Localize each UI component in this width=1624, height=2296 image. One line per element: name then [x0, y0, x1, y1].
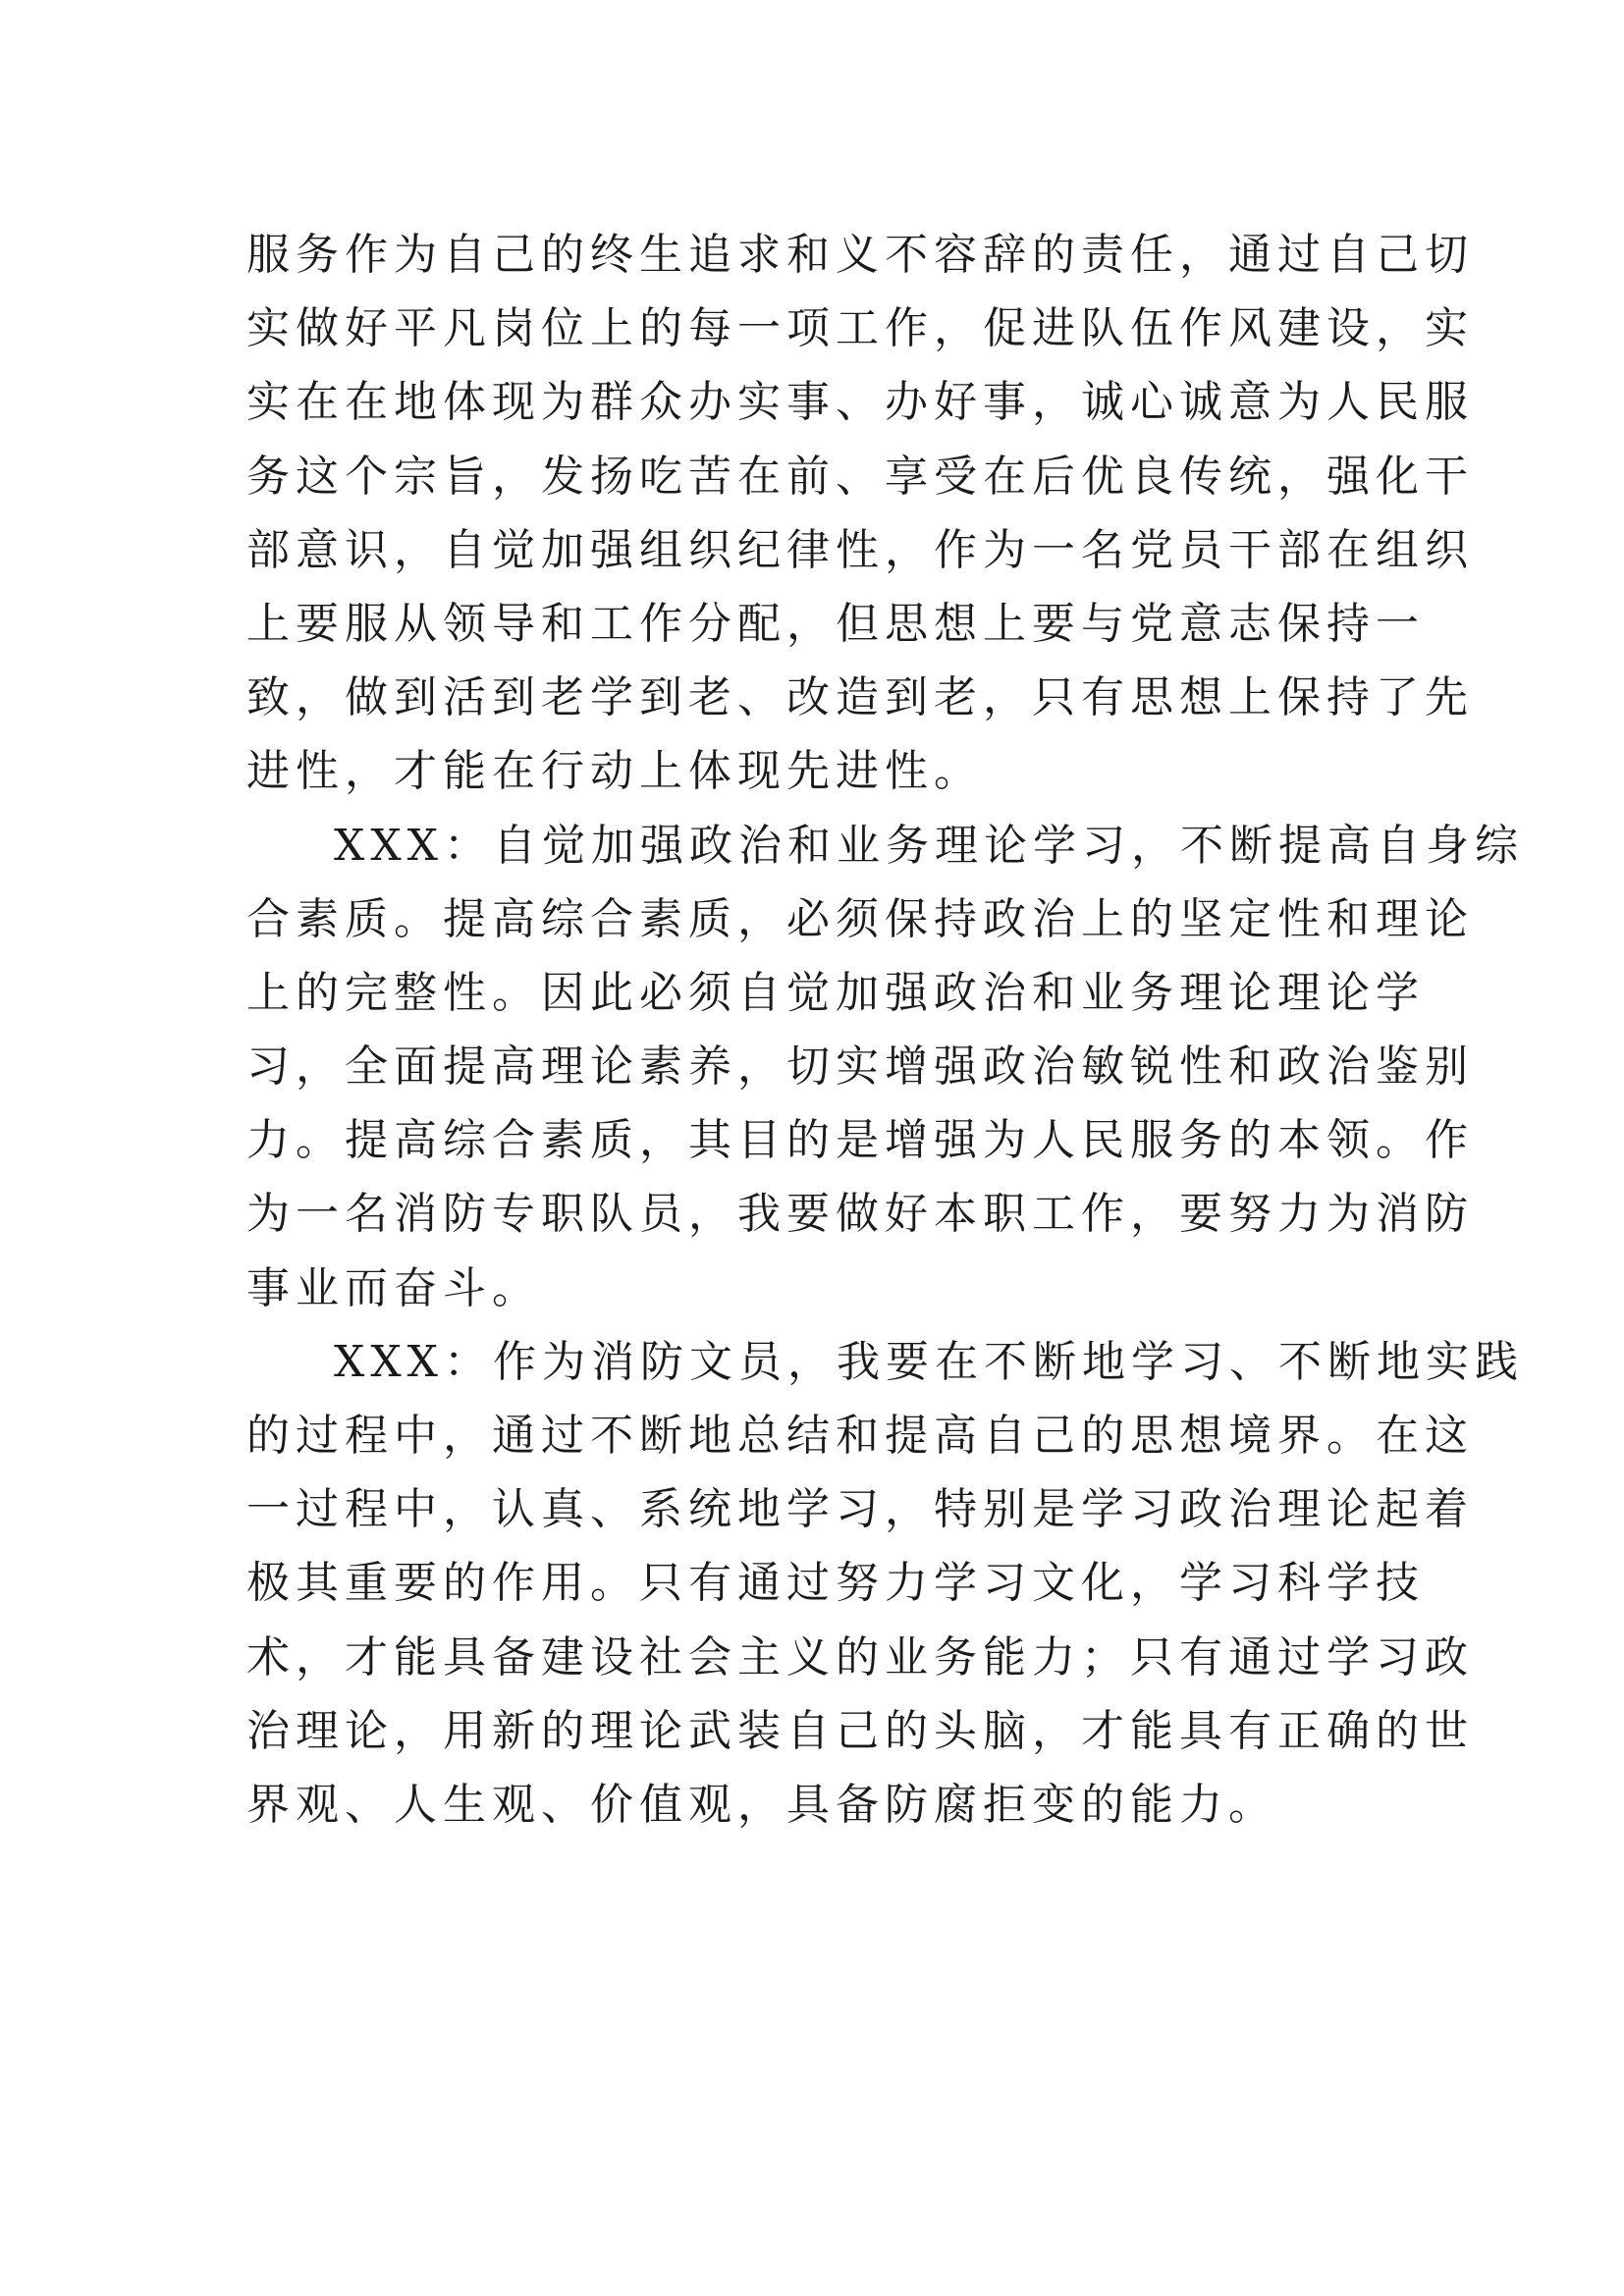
text-line: 部意识，自觉加强组织纪律性，作为一名党员干部在组织	[246, 524, 1474, 575]
text-line: 一过程中，认真、系统地学习，特别是学习政治理论起着	[246, 1484, 1474, 1535]
text-line: 服务作为自己的终生追求和义不容辞的责任，通过自己切	[246, 230, 1474, 280]
text-line: XXX：自觉加强政治和业务理论学习，不断提高自身综	[334, 820, 1524, 871]
text-line: 术，才能具备建设社会主义的业务能力；只有通过学习政	[246, 1631, 1474, 1682]
text-line: 界观、人生观、价值观，具备防腐拒变的能力。	[246, 1779, 1277, 1830]
text-line: XXX：作为消防文员，我要在不断地学习、不断地实践	[334, 1336, 1524, 1387]
text-line: 实做好平凡岗位上的每一项工作，促进队伍作风建设，实	[246, 303, 1474, 354]
text-line: 合素质。提高综合素质，必须保持政治上的坚定性和理论	[246, 893, 1474, 944]
text-line: 习，全面提高理论素养，切实增强政治敏锐性和政治鉴别	[246, 1041, 1474, 1093]
paragraph-3	[246, 1325, 1524, 1842]
text-line: 务这个宗旨，发扬吃苦在前、享受在后优良传统，强化干	[246, 451, 1474, 502]
text-line: 事业而奋斗。	[246, 1262, 541, 1313]
text-line: 的过程中，通过不断地总结和提高自己的思想境界。在这	[246, 1411, 1474, 1461]
text-line: 进性，才能在行动上体现先进性。	[246, 746, 983, 797]
paragraph-1	[246, 218, 1474, 809]
paragraph-2	[246, 809, 1524, 1325]
document-body	[246, 218, 1524, 1842]
text-line: 力。提高综合素质，其目的是增强为人民服务的本领。作	[246, 1115, 1474, 1166]
text-line: 上要服从领导和工作分配，但思想上要与党意志保持一	[246, 598, 1425, 649]
text-line: 致，做到活到老学到老、改造到老，只有思想上保持了先	[246, 672, 1474, 723]
text-line: 实在在地体现为群众办实事、办好事，诚心诚意为人民服	[246, 377, 1474, 428]
text-line: 为一名消防专职队员，我要做好本职工作，要努力为消防	[246, 1189, 1474, 1240]
text-line: 极其重要的作用。只有通过努力学习文化，学习科学技	[246, 1558, 1425, 1609]
text-line: 上的完整性。因此必须自觉加强政治和业务理论理论学	[246, 967, 1425, 1018]
text-line: 治理论，用新的理论武装自己的头脑，才能具有正确的世	[246, 1705, 1474, 1756]
